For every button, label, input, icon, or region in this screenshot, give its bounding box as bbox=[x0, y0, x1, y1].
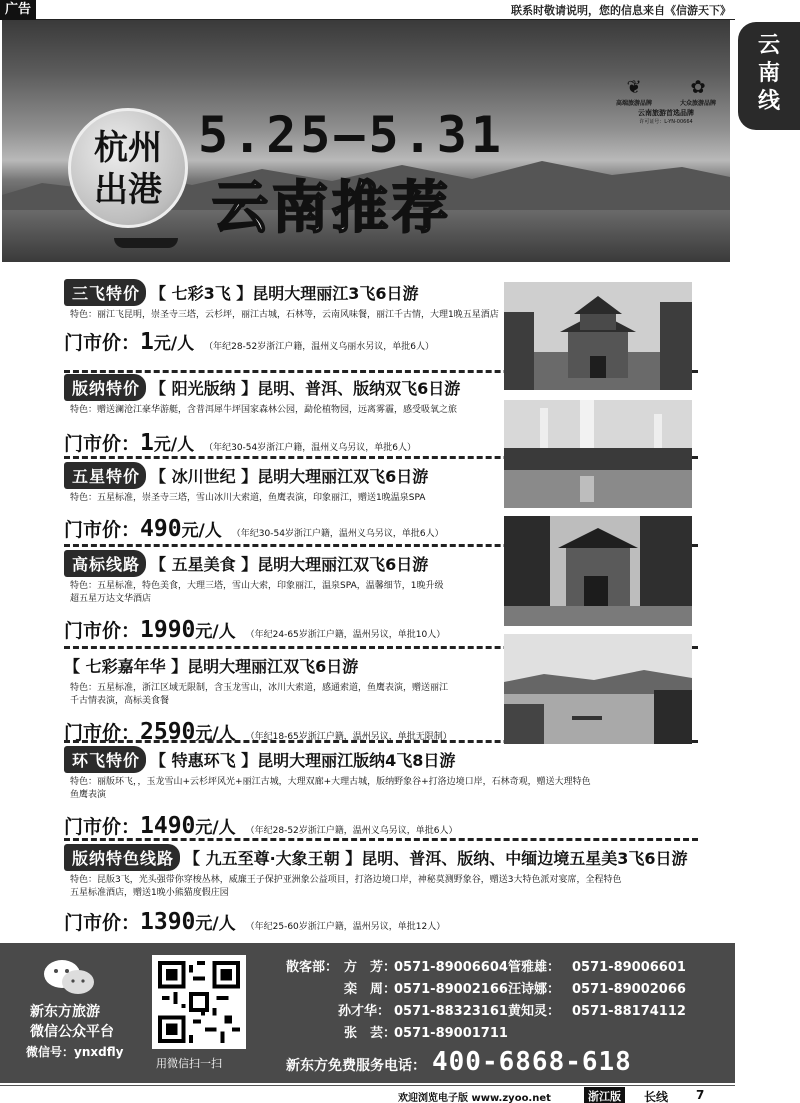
old-town-image bbox=[504, 516, 692, 626]
section-tab-char: 云 bbox=[757, 33, 780, 58]
contact-name: 方 芳： bbox=[344, 960, 397, 975]
price-unit: 元/人 bbox=[153, 435, 195, 455]
contact-phone[interactable]: 0571-88323161 bbox=[394, 1004, 508, 1019]
price-note: （年纪18-65岁浙江户籍，温州另议，单批无限制） bbox=[245, 732, 452, 742]
product-price bbox=[64, 812, 704, 839]
tower-gate-image bbox=[504, 282, 692, 390]
photo-dali-gate bbox=[504, 282, 692, 390]
product-title: 【 七彩3飞 】昆明大理丽江3飞6日游 bbox=[150, 283, 419, 303]
edition-badge: 浙江版 bbox=[584, 1087, 625, 1103]
hero-title: 云南推荐 bbox=[212, 176, 452, 241]
product-title: 【 七彩嘉年华 】昆明大理丽江双飞6日游 bbox=[64, 656, 359, 676]
price-value: 1390 bbox=[140, 909, 196, 935]
logo-caption: 大众旅游品牌 bbox=[679, 100, 716, 107]
mass-market-logo bbox=[670, 78, 726, 107]
hero-banner bbox=[2, 20, 730, 262]
price-label: 门市价： bbox=[64, 912, 141, 934]
contact-list bbox=[286, 957, 686, 1045]
price-note: （年纪30-54岁浙江户籍，温州义乌另议，单批6人） bbox=[231, 529, 444, 539]
departure-city: 杭州 bbox=[94, 128, 162, 168]
product-features: 特色：丽江飞昆明，崇圣寺三塔，云杉坪，丽江古城，石林等，云南风味餐，丽江千古情，大理1晚五星酒店 bbox=[70, 310, 499, 320]
photo-three-pagodas bbox=[504, 400, 692, 508]
price-value: 1990 bbox=[140, 617, 196, 643]
photo-erhai-lake bbox=[504, 634, 692, 744]
departure-badge bbox=[68, 108, 188, 228]
product-features: 特色：赠送澜沧江豪华游艇，含普洱犀牛坪国家森林公园，勐伦植物园，远离雾霾，感受吸氧之旅 bbox=[70, 405, 458, 415]
price-note: （年纪30-54岁浙江户籍，温州义乌另议，单批6人） bbox=[204, 443, 416, 453]
price-value: 1 bbox=[140, 430, 154, 456]
product-title: 【 九五至尊·大象王朝 】昆明、普洱、版纳、中缅边境五星美3飞6日游 bbox=[184, 848, 688, 868]
price-unit: 元/人 bbox=[153, 334, 195, 354]
price-unit: 元/人 bbox=[195, 724, 236, 744]
date-range: 5.25—5.31 bbox=[198, 106, 505, 164]
departure-label: 出港 bbox=[94, 170, 162, 210]
page-footer bbox=[0, 1085, 735, 1103]
divider bbox=[64, 838, 698, 841]
price-value: 490 bbox=[140, 516, 182, 542]
page-number: 7 bbox=[696, 1088, 705, 1102]
price-value: 1 bbox=[140, 329, 154, 355]
pagoda-image bbox=[504, 400, 692, 508]
contact-phone[interactable]: 0571-89006601 bbox=[572, 960, 686, 975]
product-price bbox=[64, 908, 704, 935]
product-title: 【 特惠环飞 】昆明大理丽江版纳4飞8日游 bbox=[150, 750, 456, 770]
website-link[interactable]: 欢迎浏览电子版 www.zyoo.net bbox=[398, 1093, 551, 1103]
free-hotline bbox=[286, 1047, 632, 1077]
source-notice: 联系时敬请说明，您的信息来自《信游天下》 bbox=[511, 4, 731, 17]
price-label: 门市价： bbox=[64, 620, 141, 642]
product-item bbox=[64, 844, 704, 935]
top-bar bbox=[0, 0, 735, 20]
wechat-icon bbox=[42, 957, 96, 997]
contact-name: 黄知灵： bbox=[508, 1004, 561, 1019]
contact-footer bbox=[0, 943, 735, 1083]
wechat-qr-code[interactable] bbox=[152, 955, 246, 1049]
price-value: 2590 bbox=[140, 719, 196, 745]
license-number: 许可证号：L-YN-00664 bbox=[639, 119, 693, 125]
hotline-number[interactable]: 400-6868-618 bbox=[432, 1047, 632, 1077]
contact-phone[interactable]: 0571-89001711 bbox=[394, 1026, 508, 1041]
price-label: 门市价： bbox=[64, 816, 141, 838]
brand-slogan: 云南旅游首选品牌 bbox=[638, 109, 694, 117]
product-features: 特色：五星标准，崇圣寺三塔，雪山冰川大索道，鱼鹰表演，印象丽江，赠送1晚温泉SPA bbox=[70, 493, 426, 503]
product-badge: 高标线路 bbox=[64, 550, 146, 577]
product-features: 特色：五星标准，浙江区域无限制，含玉龙雪山，冰川大索道，感通索道，鱼鹰表演，赠送丽江千古情表演，高标美食餐 bbox=[70, 683, 449, 706]
price-label: 门市价： bbox=[64, 433, 141, 455]
product-features: 特色：昆版3飞，光头强带你穿梭丛林，威廉王子保护亚洲象公益项目，打洛边境口岸，神秘莫测野象谷，赠送3大特色派对宴席，全程特色五星标准酒店，赠送1晚小熊猫度假庄园 bbox=[70, 875, 622, 898]
price-note: （年纪25-60岁浙江户籍，温州另议，单批12人） bbox=[245, 922, 446, 932]
price-note: （年纪28-52岁浙江户籍，温州义乌丽水另议，单批6人） bbox=[204, 342, 434, 352]
contact-row bbox=[286, 957, 686, 979]
price-unit: 元/人 bbox=[195, 622, 236, 642]
contact-name: 孙才华： bbox=[338, 1004, 391, 1019]
qr-code-icon bbox=[158, 961, 240, 1043]
product-badge: 版纳特价 bbox=[64, 374, 146, 401]
price-unit: 元/人 bbox=[195, 818, 236, 838]
contact-row bbox=[286, 1023, 686, 1045]
contact-name: 张 芸： bbox=[344, 1026, 397, 1041]
product-features: 特色：丽版环飞，，玉龙雪山+云杉坪风光+丽江古城，大理双廊+大理古城，版纳野象谷+打洛边境口岸，石林奇观，赠送大理特色鱼鹰表演 bbox=[70, 777, 591, 800]
product-badge: 三飞特价 bbox=[64, 279, 146, 306]
contact-phone[interactable]: 0571-88174112 bbox=[572, 1004, 686, 1019]
price-note: （年纪28-52岁浙江户籍，温州义乌另议，单批6人） bbox=[245, 826, 458, 836]
price-label: 门市价： bbox=[64, 519, 141, 541]
brand-mark-icon: ❦ bbox=[626, 77, 642, 98]
wechat-platform-label: 微信公众平台 bbox=[30, 1024, 114, 1040]
contact-phone[interactable]: 0571-89002066 bbox=[572, 982, 686, 997]
boat-icon bbox=[114, 238, 178, 248]
price-label: 门市价： bbox=[64, 332, 141, 354]
high-end-logo bbox=[606, 78, 662, 107]
product-title: 【 五星美食 】昆明大理丽江双飞6日游 bbox=[150, 554, 429, 574]
lotus-icon: ✿ bbox=[690, 77, 706, 98]
contact-phone[interactable]: 0571-89006604 bbox=[394, 960, 508, 975]
product-title: 【 冰川世纪 】昆明大理丽江双飞6日游 bbox=[150, 466, 429, 486]
product-badge: 五星特价 bbox=[64, 462, 146, 489]
brand-logos bbox=[606, 78, 726, 125]
product-features: 特色：五星标准，特色美食，大理三塔，雪山大索，印象丽江，温泉SPA，温馨细节，1晚升级超五星万达文华酒店 bbox=[70, 581, 444, 604]
contacts-label: 散客部： bbox=[286, 960, 339, 975]
contact-phone[interactable]: 0571-89002166 bbox=[394, 982, 508, 997]
price-unit: 元/人 bbox=[181, 521, 222, 541]
price-unit: 元/人 bbox=[195, 914, 236, 934]
photo-lijiang-oldtown bbox=[504, 516, 692, 626]
section-tab-char: 南 bbox=[757, 61, 780, 86]
logo-caption: 高端旅游品牌 bbox=[615, 100, 652, 107]
contact-row bbox=[286, 1001, 686, 1023]
wechat-id: 微信号：ynxdfly bbox=[26, 1045, 124, 1059]
price-value: 1490 bbox=[140, 813, 196, 839]
price-label: 门市价： bbox=[64, 722, 141, 744]
product-item bbox=[64, 746, 704, 839]
ad-tag: 广告 bbox=[0, 0, 36, 20]
product-badge: 版纳特色线路 bbox=[64, 844, 180, 871]
contact-name: 管雅雄： bbox=[508, 960, 561, 975]
product-badge: 环飞特价 bbox=[64, 746, 146, 773]
lake-image bbox=[504, 634, 692, 744]
qr-caption: 用微信扫一扫 bbox=[156, 1057, 222, 1070]
hotline-label: 新东方免费服务电话： bbox=[286, 1058, 426, 1074]
section-tab-char: 线 bbox=[757, 89, 780, 114]
contact-row bbox=[286, 979, 686, 1001]
product-title: 【 阳光版纳 】昆明、普洱、版纳双飞6日游 bbox=[150, 378, 461, 398]
contact-name: 汪诗娜： bbox=[508, 982, 561, 997]
section-name: 长线 bbox=[644, 1090, 669, 1103]
contact-name: 栾 周： bbox=[344, 982, 397, 997]
section-tab-yunnan bbox=[738, 22, 800, 130]
org-name: 新东方旅游 bbox=[30, 1004, 100, 1020]
price-note: （年纪24-65岁浙江户籍，温州另议，单批10人） bbox=[245, 630, 446, 640]
